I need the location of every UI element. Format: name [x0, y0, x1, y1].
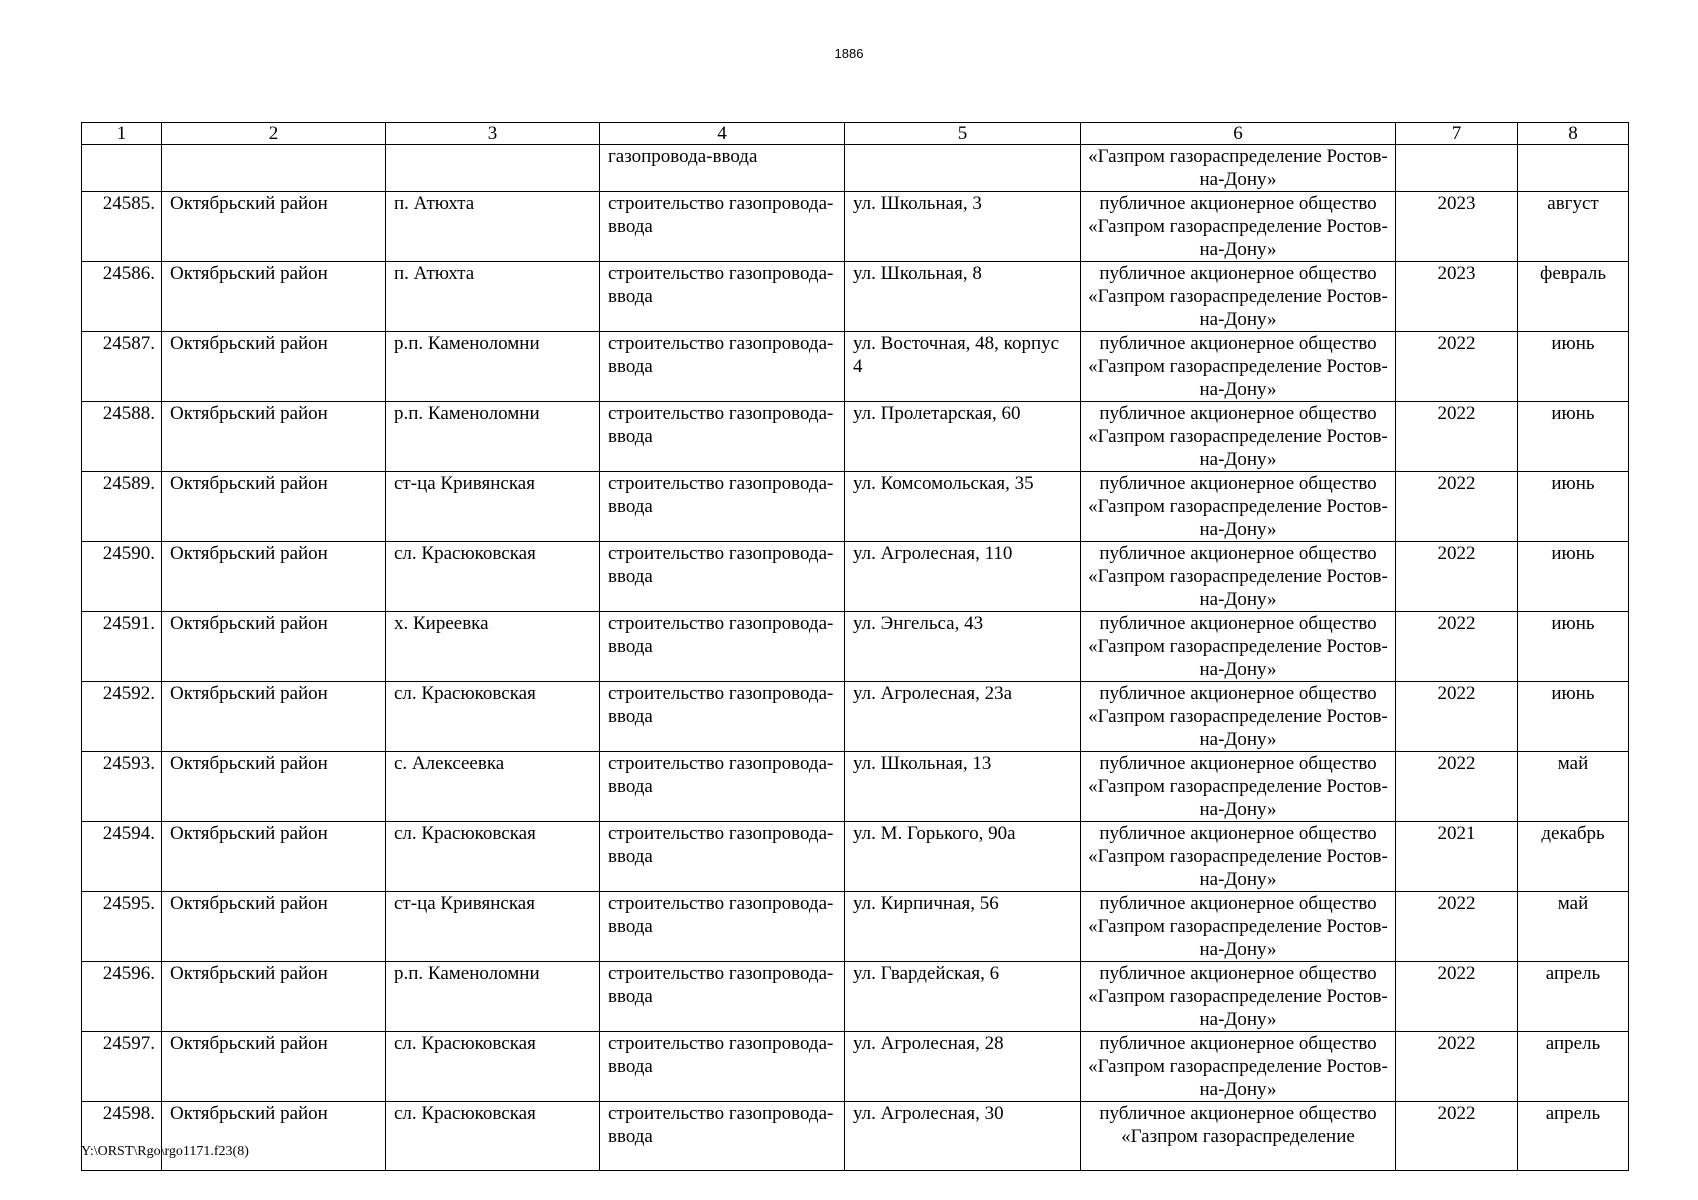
cell-number: 24595.: [82, 892, 162, 962]
table-row: [82, 752, 1629, 822]
cell-work: строительство газопровода-ввода: [600, 1032, 845, 1102]
cell-address: ул. Кирпичная, 56: [845, 892, 1081, 962]
cell-month: июнь: [1518, 612, 1629, 682]
cell-year: 2022: [1396, 962, 1518, 1032]
cell-address: ул. Агролесная, 28: [845, 1032, 1081, 1102]
table-row: [82, 1032, 1629, 1102]
cell-year: 2023: [1396, 262, 1518, 332]
cell-organization: публичное акционерное общество «Газпром газораспределение: [1081, 1102, 1396, 1171]
cell-address: ул. Школьная, 13: [845, 752, 1081, 822]
cell-locality: сл. Красюковская: [386, 1032, 600, 1102]
cell-number: 24598.: [82, 1102, 162, 1171]
header-cell: 6: [1081, 123, 1396, 145]
table-row: [82, 472, 1629, 542]
cell-district: Октябрьский район: [162, 892, 386, 962]
cell-year: 2022: [1396, 402, 1518, 472]
header-row: [82, 123, 1629, 145]
cell-number: [82, 145, 162, 192]
cell-locality: сл. Красюковская: [386, 542, 600, 612]
table-row: [82, 332, 1629, 402]
cell-organization: публичное акционерное общество «Газпром газораспределение Ростов-на-Дону»: [1081, 822, 1396, 892]
cell-district: Октябрьский район: [162, 752, 386, 822]
cell-year: 2022: [1396, 332, 1518, 402]
cell-number: 24597.: [82, 1032, 162, 1102]
cell-number: 24589.: [82, 472, 162, 542]
cell-year: 2022: [1396, 1032, 1518, 1102]
cell-locality: ст-ца Кривянская: [386, 892, 600, 962]
cell-year: 2022: [1396, 612, 1518, 682]
cell-year: 2022: [1396, 1102, 1518, 1171]
cell-year: 2022: [1396, 542, 1518, 612]
cell-month: май: [1518, 892, 1629, 962]
cell-work: строительство газопровода-ввода: [600, 892, 845, 962]
cell-district: Октябрьский район: [162, 1032, 386, 1102]
table-row: [82, 612, 1629, 682]
cell-organization: публичное акционерное общество «Газпром газораспределение Ростов-на-Дону»: [1081, 402, 1396, 472]
cell-district: Октябрьский район: [162, 332, 386, 402]
table-row: [82, 822, 1629, 892]
header-cell: 8: [1518, 123, 1629, 145]
cell-month: июнь: [1518, 402, 1629, 472]
header-cell: 7: [1396, 123, 1518, 145]
cell-locality: с. Алексеевка: [386, 752, 600, 822]
cell-address: ул. Гвардейская, 6: [845, 962, 1081, 1032]
cell-organization: публичное акционерное общество «Газпром газораспределение Ростов-на-Дону»: [1081, 682, 1396, 752]
cell-number: 24592.: [82, 682, 162, 752]
table-row: [82, 1102, 1629, 1171]
header-cell: 2: [162, 123, 386, 145]
header-cell: 5: [845, 123, 1081, 145]
cell-number: 24594.: [82, 822, 162, 892]
header-cell: 4: [600, 123, 845, 145]
cell-address: ул. Школьная, 3: [845, 192, 1081, 262]
cell-address: ул. Пролетарская, 60: [845, 402, 1081, 472]
cell-organization: публичное акционерное общество «Газпром газораспределение Ростов-на-Дону»: [1081, 1032, 1396, 1102]
cell-organization: публичное акционерное общество «Газпром газораспределение Ростов-на-Дону»: [1081, 612, 1396, 682]
cell-address: ул. Энгельса, 43: [845, 612, 1081, 682]
cell-district: Октябрьский район: [162, 542, 386, 612]
cell-month: декабрь: [1518, 822, 1629, 892]
cell-year: 2022: [1396, 682, 1518, 752]
cell-locality: п. Атюхта: [386, 262, 600, 332]
cell-locality: сл. Красюковская: [386, 1102, 600, 1171]
cell-year: 2022: [1396, 752, 1518, 822]
cell-district: Октябрьский район: [162, 192, 386, 262]
cell-month: [1518, 145, 1629, 192]
cell-month: август: [1518, 192, 1629, 262]
cell-district: Октябрьский район: [162, 262, 386, 332]
cell-work: строительство газопровода-ввода: [600, 612, 845, 682]
cell-locality: р.п. Каменоломни: [386, 402, 600, 472]
cell-number: 24588.: [82, 402, 162, 472]
cell-number: 24593.: [82, 752, 162, 822]
table-row: [82, 542, 1629, 612]
cell-month: апрель: [1518, 1032, 1629, 1102]
header-cell: 1: [82, 123, 162, 145]
cell-address: ул. М. Горького, 90а: [845, 822, 1081, 892]
cell-locality: [386, 145, 600, 192]
cell-organization: публичное акционерное общество «Газпром газораспределение Ростов-на-Дону»: [1081, 892, 1396, 962]
continuation-row: [82, 145, 1629, 192]
cell-district: Октябрьский район: [162, 472, 386, 542]
cell-address: ул. Восточная, 48, корпус 4: [845, 332, 1081, 402]
cell-number: 24596.: [82, 962, 162, 1032]
cell-month: июнь: [1518, 472, 1629, 542]
cell-organization: публичное акционерное общество «Газпром газораспределение Ростов-на-Дону»: [1081, 752, 1396, 822]
cell-locality: сл. Красюковская: [386, 822, 600, 892]
cell-organization: публичное акционерное общество «Газпром газораспределение Ростов-на-Дону»: [1081, 332, 1396, 402]
page-number: 1886: [834, 46, 864, 61]
cell-district: Октябрьский район: [162, 962, 386, 1032]
cell-work: строительство газопровода-ввода: [600, 962, 845, 1032]
cell-organization: публичное акционерное общество «Газпром газораспределение Ростов-на-Дону»: [1081, 472, 1396, 542]
cell-organization: публичное акционерное общество «Газпром газораспределение Ростов-на-Дону»: [1081, 962, 1396, 1032]
cell-work: строительство газопровода-ввода: [600, 752, 845, 822]
cell-organization: публичное акционерное общество «Газпром газораспределение Ростов-на-Дону»: [1081, 262, 1396, 332]
cell-work: строительство газопровода-ввода: [600, 332, 845, 402]
cell-organization: публичное акционерное общество «Газпром газораспределение Ростов-на-Дону»: [1081, 192, 1396, 262]
cell-work: газопровода-ввода: [600, 145, 845, 192]
cell-locality: сл. Красюковская: [386, 682, 600, 752]
cell-work: строительство газопровода-ввода: [600, 542, 845, 612]
cell-year: 2022: [1396, 892, 1518, 962]
cell-month: февраль: [1518, 262, 1629, 332]
cell-district: Октябрьский район: [162, 402, 386, 472]
cell-work: строительство газопровода-ввода: [600, 1102, 845, 1171]
cell-year: 2022: [1396, 472, 1518, 542]
cell-organization: публичное акционерное общество «Газпром газораспределение Ростов-на-Дону»: [1081, 542, 1396, 612]
table-row: [82, 402, 1629, 472]
cell-district: [162, 145, 386, 192]
cell-address: [845, 145, 1081, 192]
cell-year: 2023: [1396, 192, 1518, 262]
table-row: [82, 192, 1629, 262]
table-row: [82, 892, 1629, 962]
cell-month: июнь: [1518, 332, 1629, 402]
cell-locality: п. Атюхта: [386, 192, 600, 262]
cell-month: май: [1518, 752, 1629, 822]
cell-month: апрель: [1518, 962, 1629, 1032]
cell-number: 24591.: [82, 612, 162, 682]
cell-work: строительство газопровода-ввода: [600, 822, 845, 892]
cell-month: июнь: [1518, 682, 1629, 752]
cell-district: Октябрьский район: [162, 682, 386, 752]
table-row: [82, 262, 1629, 332]
file-path-footer: Y:\ORST\Rgo\rgo1171.f23(8): [81, 1144, 249, 1159]
cell-address: ул. Агролесная, 110: [845, 542, 1081, 612]
cell-organization: «Газпром газораспределение Ростов-на-Дону»: [1081, 145, 1396, 192]
cell-number: 24586.: [82, 262, 162, 332]
cell-address: ул. Агролесная, 23а: [845, 682, 1081, 752]
cell-work: строительство газопровода-ввода: [600, 402, 845, 472]
cell-locality: х. Киреевка: [386, 612, 600, 682]
gas-pipeline-table: [81, 122, 1629, 1171]
cell-year: [1396, 145, 1518, 192]
cell-locality: р.п. Каменоломни: [386, 332, 600, 402]
cell-number: 24590.: [82, 542, 162, 612]
table-row: [82, 962, 1629, 1032]
cell-month: апрель: [1518, 1102, 1629, 1171]
cell-address: ул. Комсомольская, 35: [845, 472, 1081, 542]
cell-work: строительство газопровода-ввода: [600, 472, 845, 542]
cell-locality: р.п. Каменоломни: [386, 962, 600, 1032]
cell-month: июнь: [1518, 542, 1629, 612]
cell-district: Октябрьский район: [162, 1102, 386, 1171]
header-cell: 3: [386, 123, 600, 145]
cell-number: 24587.: [82, 332, 162, 402]
cell-work: строительство газопровода-ввода: [600, 192, 845, 262]
cell-work: строительство газопровода-ввода: [600, 682, 845, 752]
cell-work: строительство газопровода-ввода: [600, 262, 845, 332]
cell-address: ул. Агролесная, 30: [845, 1102, 1081, 1171]
cell-year: 2021: [1396, 822, 1518, 892]
cell-number: 24585.: [82, 192, 162, 262]
table-row: [82, 682, 1629, 752]
cell-district: Октябрьский район: [162, 822, 386, 892]
cell-district: Октябрьский район: [162, 612, 386, 682]
cell-address: ул. Школьная, 8: [845, 262, 1081, 332]
cell-locality: ст-ца Кривянская: [386, 472, 600, 542]
